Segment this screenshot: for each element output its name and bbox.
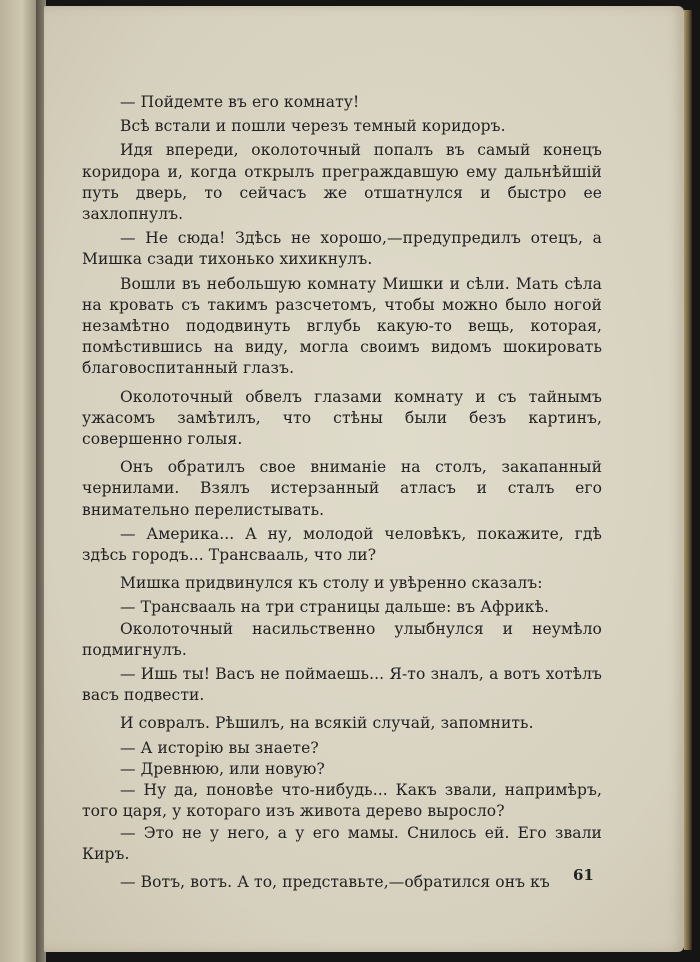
- paragraph: И совралъ. Рѣшилъ, на всякій случай, запомнить.: [120, 714, 534, 733]
- paragraph: — Ну да, поновѣе что-нибудь... Какъ звали, напримѣръ, того царя, у котораго изъ живота дерево выросло?: [82, 781, 602, 821]
- page-text: [82, 92, 602, 896]
- paragraph: Вошли въ небольшую комнату Мишки и сѣли. Мать сѣла на кровать съ такимъ разсчетомъ, чтобы можно было ногой незамѣтно пододвинуть вглубь какую-то вещь, которая, помѣстившись на виду, могла своимъ видомъ шокировать благовоспитанный глазъ.: [82, 274, 602, 378]
- paragraph: Мишка придвинулся къ столу и увѣренно сказалъ:: [120, 574, 543, 593]
- paragraph: — Пойдемте въ его комнату!: [120, 93, 360, 111]
- paragraph: — А исторію вы знаете?: [120, 738, 319, 757]
- paragraph: — Америка... А ну, молодой человѣкъ, покажите, гдѣ здѣсь городъ... Трансвааль, что ли?: [82, 524, 602, 565]
- paragraph: Околоточный насильственно улыбнулся и неумѣло подмигнулъ.: [82, 619, 602, 659]
- paragraph: Околоточный обвелъ глазами комнату и съ тайнымъ ужасомъ замѣтилъ, что стѣны были безъ картинъ, совершенно голыя.: [82, 387, 602, 449]
- paragraph: — Трансвааль на три страницы дальше: въ Африкѣ.: [120, 598, 550, 617]
- paragraph: Всѣ встали и пошли черезъ темный коридоръ.: [120, 117, 506, 136]
- page-number: 61: [573, 866, 594, 884]
- paragraph: — Это не у него, а у его мамы. Снилось ей. Его звали Киръ.: [82, 823, 602, 863]
- page-stack-edge: [684, 10, 692, 950]
- facing-page-edge: [0, 0, 40, 962]
- paragraph: Идя впереди, околоточный попалъ въ самый конецъ коридора и, когда открылъ преграждавшую ему дальнѣйшій путь дверь, то сейчасъ же отшатнулся и быстро ее захлопнулъ.: [82, 141, 602, 224]
- paragraph: — Древнюю, или новую?: [120, 759, 325, 778]
- paragraph: — Ишь ты! Васъ не поймаешь... Я-то зналъ, а вотъ хотѣлъ васъ подвести.: [82, 665, 602, 705]
- paragraph: Онъ обратилъ свое вниманіе на столъ, закапанный чернилами. Взялъ истерзанный атласъ и сталъ его внимательно перелистывать.: [82, 458, 602, 519]
- paragraph: — Не сюда! Здѣсь не хорошо,—предупредилъ отецъ, а Мишка сзади тихонько хихикнулъ.: [82, 229, 602, 269]
- paragraph: — Вотъ, вотъ. А то, представьте,—обратился онъ къ: [120, 872, 550, 891]
